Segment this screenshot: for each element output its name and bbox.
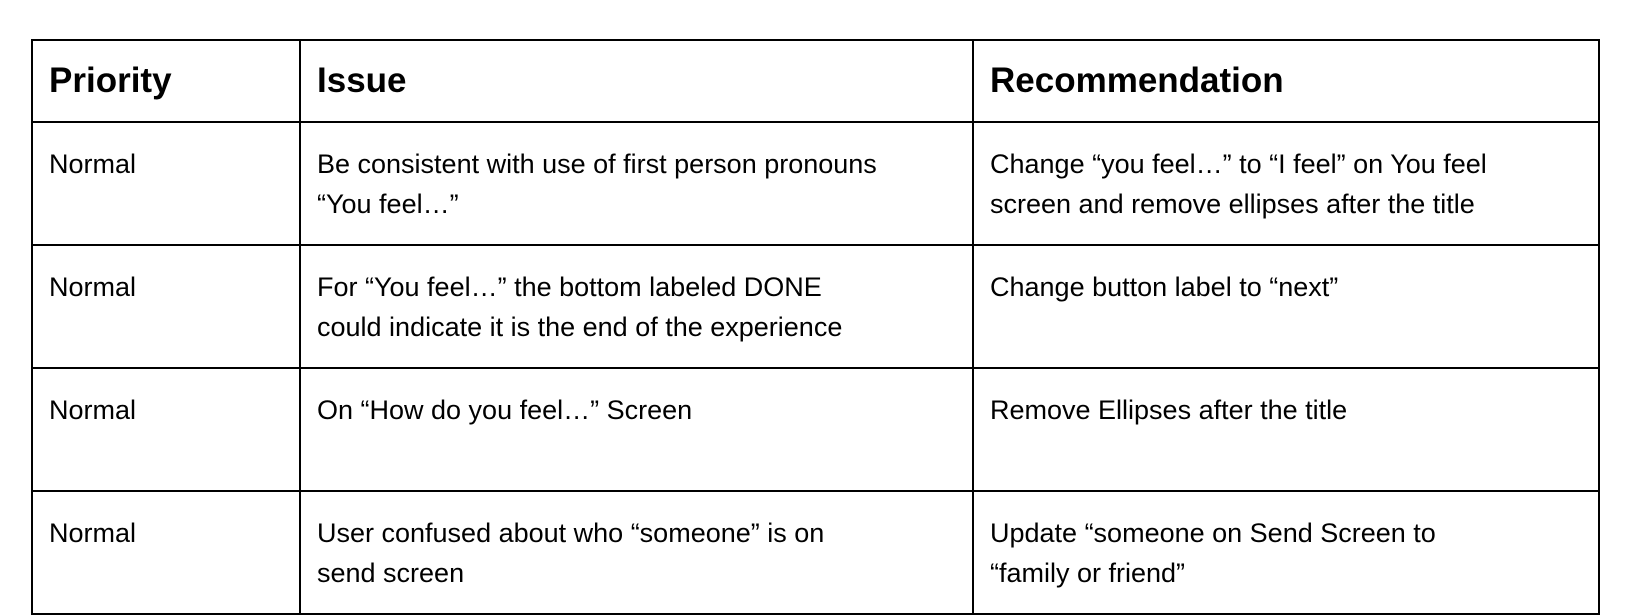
- table-row: [32, 122, 1599, 245]
- recommendation-line: Remove Ellipses after the title: [990, 395, 1348, 425]
- priority-cell: [32, 245, 300, 368]
- issue-cell: [300, 368, 973, 491]
- issue-line: send screen: [317, 558, 465, 588]
- issue-cell: [300, 122, 973, 245]
- recommendation-line: Change “you feel…” to “I feel” on You feel: [990, 149, 1487, 179]
- priority-text: Normal: [49, 518, 137, 548]
- issue-line: For “You feel…” the bottom labeled DONE: [317, 272, 822, 302]
- header-priority: Priority: [32, 40, 300, 122]
- recommendation-line: screen and remove ellipses after the title: [990, 189, 1475, 219]
- recommendation-line: Update “someone on Send Screen to: [990, 518, 1436, 548]
- header-recommendation: Recommendation: [973, 40, 1599, 122]
- issue-line: “You feel…”: [317, 189, 459, 219]
- table-row: [32, 245, 1599, 368]
- priority-text: Normal: [49, 272, 137, 302]
- issue-cell: [300, 491, 973, 614]
- priority-cell: [32, 368, 300, 491]
- recommendation-cell: [973, 368, 1599, 491]
- issue-cell: [300, 245, 973, 368]
- recommendation-cell: [973, 122, 1599, 245]
- issue-line: User confused about who “someone” is on: [317, 518, 825, 548]
- table-row: [32, 368, 1599, 491]
- recommendation-line: “family or friend”: [990, 558, 1186, 588]
- priority-text: Normal: [49, 395, 137, 425]
- recommendation-cell: [973, 491, 1599, 614]
- issue-line: Be consistent with use of first person pronouns: [317, 149, 877, 179]
- priority-cell: [32, 491, 300, 614]
- priority-text: Normal: [49, 149, 137, 179]
- table-header-row: [32, 40, 1599, 122]
- issue-line: could indicate it is the end of the experience: [317, 312, 843, 342]
- recommendation-cell: [973, 245, 1599, 368]
- priority-cell: [32, 122, 300, 245]
- header-issue: Issue: [300, 40, 973, 122]
- issues-table: [31, 39, 1600, 615]
- table-row: [32, 491, 1599, 614]
- recommendation-line: Change button label to “next”: [990, 272, 1339, 302]
- issue-line: On “How do you feel…” Screen: [317, 395, 693, 425]
